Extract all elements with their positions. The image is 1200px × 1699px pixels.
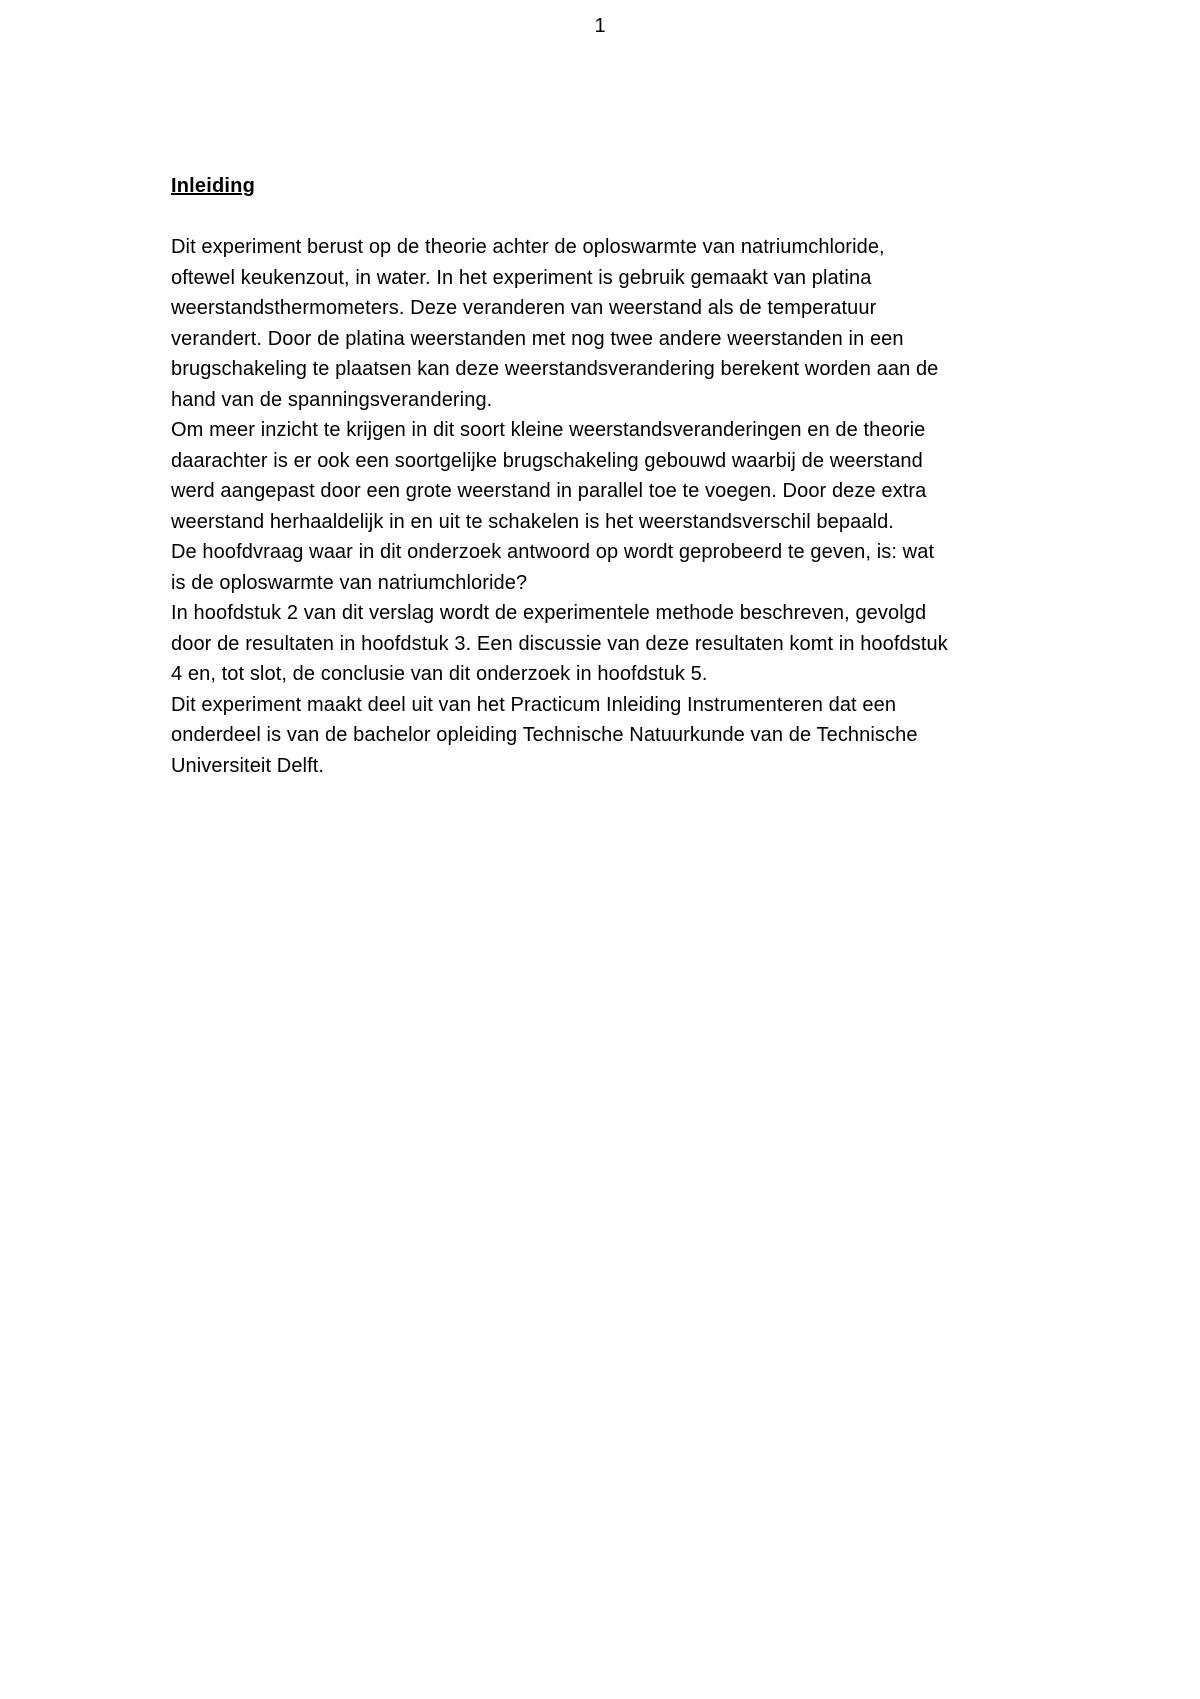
text-line: weerstandsthermometers. Deze veranderen van weerstand als de temperatuur	[171, 297, 877, 319]
text-line: Dit experiment maakt deel uit van het Practicum Inleiding Instrumenteren dat een	[171, 693, 897, 716]
section-heading: Inleiding	[171, 175, 256, 197]
text-line: brugschakeling te plaatsen kan deze weerstandsverandering berekent worden aan de	[171, 358, 939, 380]
text-line: onderdeel is van de bachelor opleiding Technische Natuurkunde van de Technische	[171, 724, 918, 746]
text-line: verandert. Door de platina weerstanden met nog twee andere weerstanden in een	[171, 327, 904, 350]
text-line: oftewel keukenzout, in water. In het experiment is gebruik gemaakt van platina	[171, 266, 872, 289]
text-line: is de oploswarmte van natriumchloride?	[171, 571, 528, 594]
text-line: Universiteit Delft.	[171, 754, 325, 777]
text-line: daarachter is er ook een soortgelijke brugschakeling gebouwd waarbij de weerstand	[171, 449, 923, 472]
text-line: 4 en, tot slot, de conclusie van dit onderzoek in hoofdstuk 5.	[171, 663, 708, 685]
text-line: hand van de spanningsverandering.	[171, 388, 493, 411]
page-number: 1	[594, 15, 606, 37]
section-introduction	[171, 174, 1051, 781]
text-line: In hoofdstuk 2 van dit verslag wordt de experimentele methode beschreven, gevolgd	[171, 602, 927, 624]
text-line: Om meer inzicht te krijgen in dit soort kleine weerstandsveranderingen en de theorie	[171, 419, 926, 441]
text-line: werd aangepast door een grote weerstand in parallel toe te voegen. Door deze extra	[171, 480, 927, 502]
body-text	[171, 232, 1051, 781]
text-line: Dit experiment berust op de theorie achter de oploswarmte van natriumchloride,	[171, 236, 885, 258]
text-line: weerstand herhaaldelijk in en uit te schakelen is het weerstandsverschil bepaald.	[171, 510, 894, 533]
text-line: De hoofdvraag waar in dit onderzoek antwoord op wordt geprobeerd te geven, is: wat	[171, 541, 935, 563]
text-line: door de resultaten in hoofdstuk 3. Een discussie van deze resultaten komt in hoofdstuk	[171, 632, 948, 655]
